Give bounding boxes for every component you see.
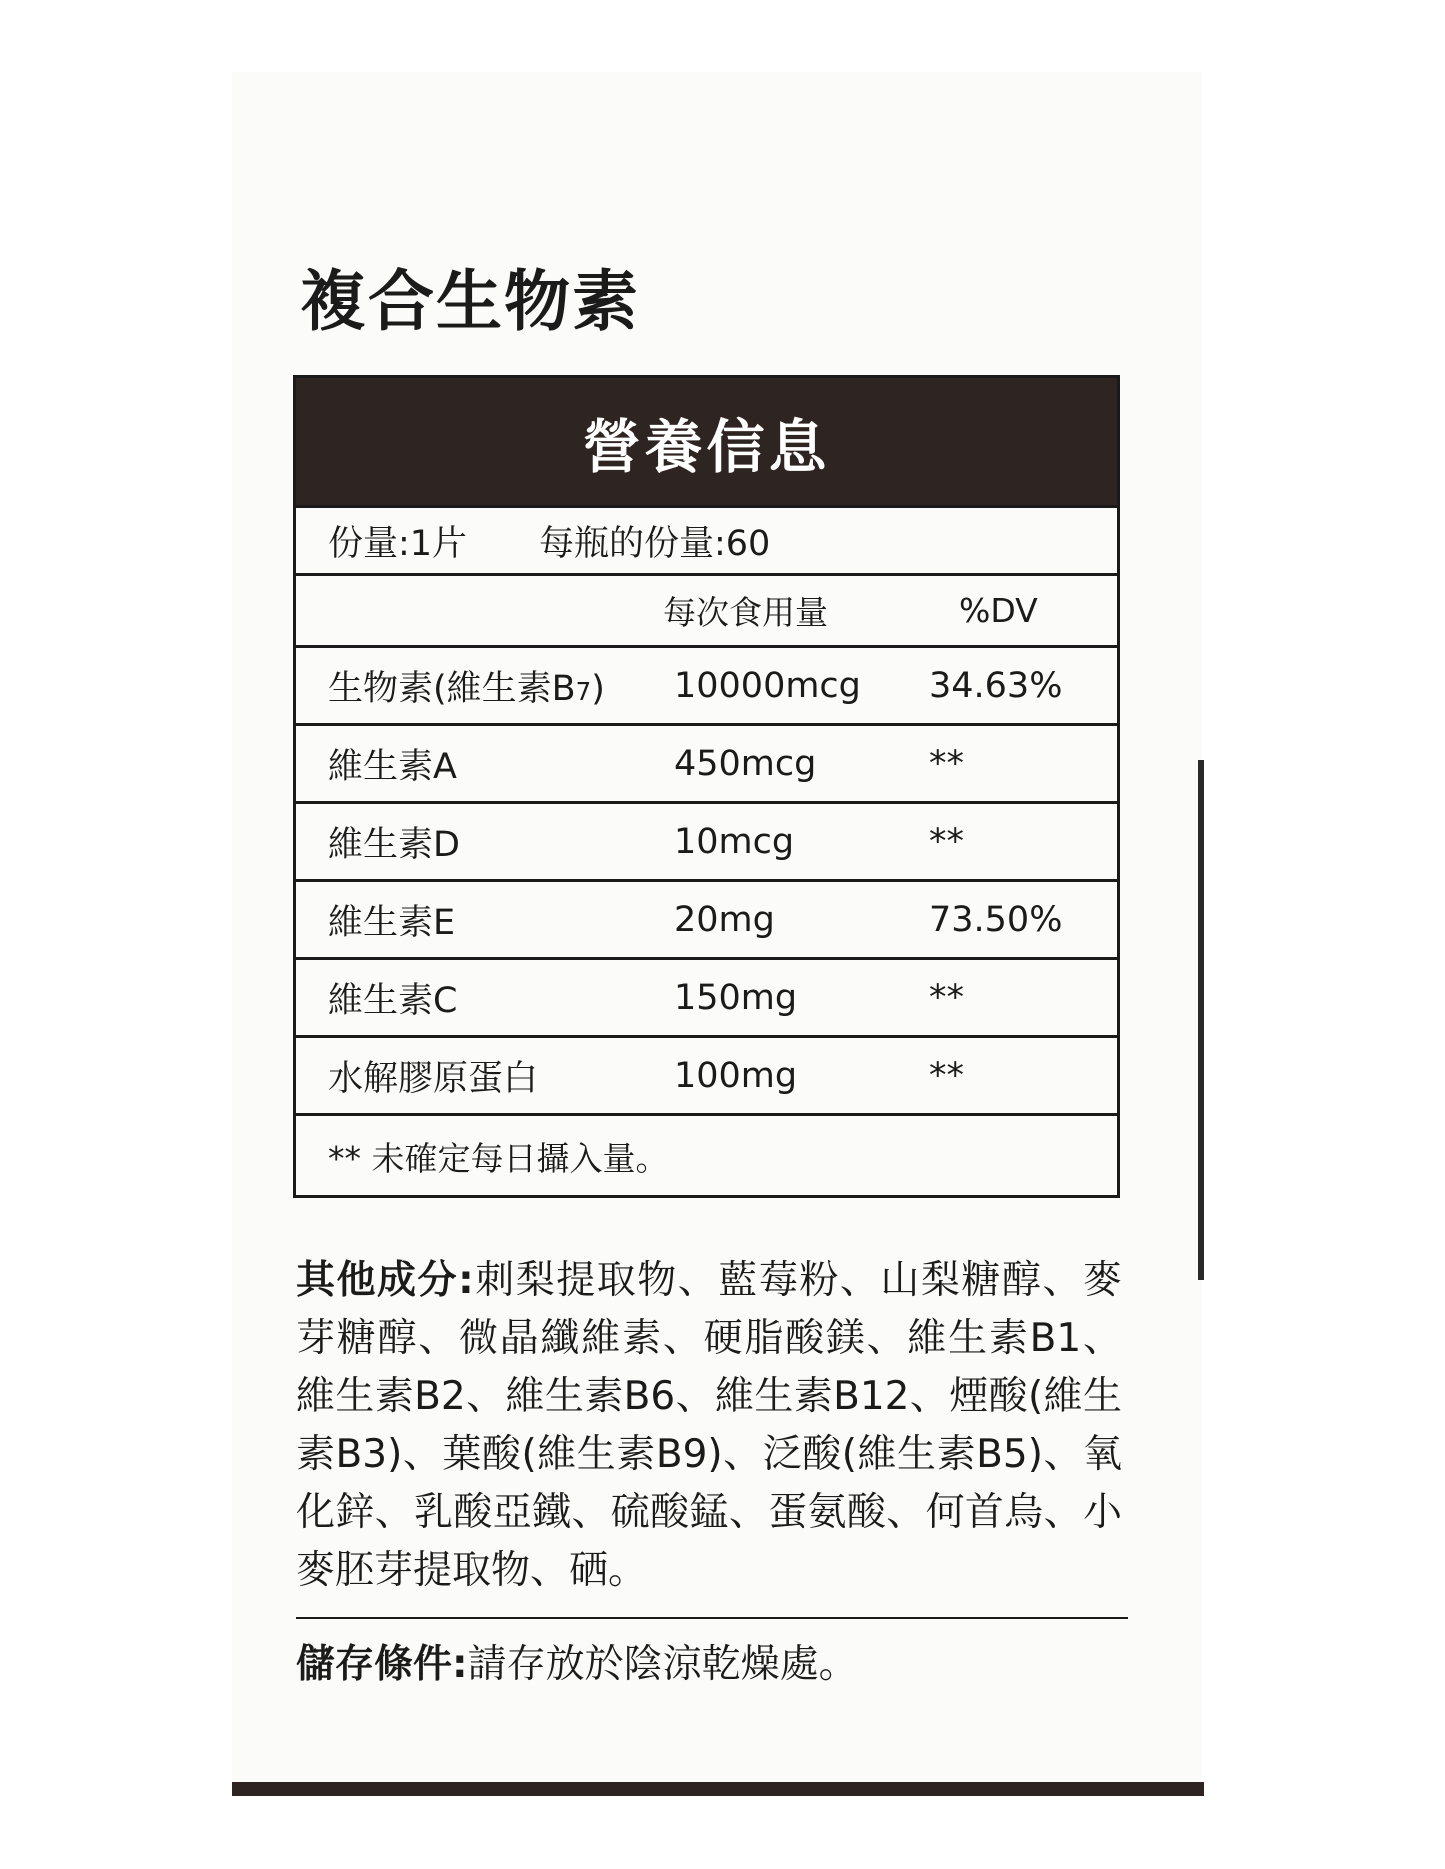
nutrient-name: 水解膠原蛋白 [328,1058,539,1099]
nutrient-name: 維生素E [328,902,456,943]
servings-per-bottle: 每瓶的份量:60 [539,523,771,564]
package-edge [1198,760,1204,1280]
nutrient-amount: 10mcg [674,821,795,862]
panel-header: 營養信息 [296,378,1117,505]
dv-column-header: %DV [959,591,1038,630]
nutrient-name: 維生素C [328,980,458,1021]
nutrient-dv: ** [929,743,964,784]
storage-conditions [296,1636,858,1694]
serving-row [296,505,1117,573]
package-bottom-edge [232,1782,1204,1796]
nutrient-dv: ** [929,1055,964,1096]
footnote-row [296,1113,1117,1196]
divider [296,1617,1128,1619]
nutrient-amount: 450mcg [674,743,817,784]
table-row [296,1035,1117,1113]
nutrient-dv: 34.63% [929,665,1063,706]
nutrient-amount: 10000mcg [674,665,861,706]
storage-text: 請存放於陰涼乾燥處。 [467,1642,858,1687]
nutrient-name: 維生素D [328,824,460,865]
table-row [296,645,1117,723]
nutrient-dv: ** [929,821,964,862]
table-row [296,957,1117,1035]
nutrient-name: 生物素(維生素B7) [328,668,605,709]
nutrient-amount: 150mg [674,977,798,1018]
nutrient-amount: 20mg [674,899,775,940]
table-row [296,801,1117,879]
nutrient-name: 維生素A [328,746,457,787]
column-header-row [296,573,1117,645]
table-row [296,879,1117,957]
footnote: ** 未確定每日攝入量。 [328,1138,669,1178]
table-row [296,723,1117,801]
nutrient-dv: ** [929,977,964,1018]
product-title: 複合生物素 [300,263,640,340]
storage-label: 儲存條件: [296,1642,468,1687]
other-ingredients-text: 刺梨提取物、藍莓粉、山梨糖醇、麥芽糖醇、微晶纖維素、硬脂酸鎂、維生素B1、維生素B2、維生素B6、維生素B12、煙酸(維生素B3)、葉酸(維生素B9)、泛酸(維生素B5)、氧化鋅、乳酸亞鐵、硫酸錳、蛋氨酸、何首烏、小麥胚芽提取物、硒。 [296,1258,1122,1593]
nutrition-panel [293,375,1120,1198]
serving-size: 份量:1片 [328,523,468,564]
other-ingredients [296,1252,1122,1600]
amount-column-header: 每次食用量 [663,593,828,632]
other-ingredients-label: 其他成分: [296,1258,474,1303]
nutrient-amount: 100mg [674,1055,798,1096]
nutrient-dv: 73.50% [929,899,1063,940]
